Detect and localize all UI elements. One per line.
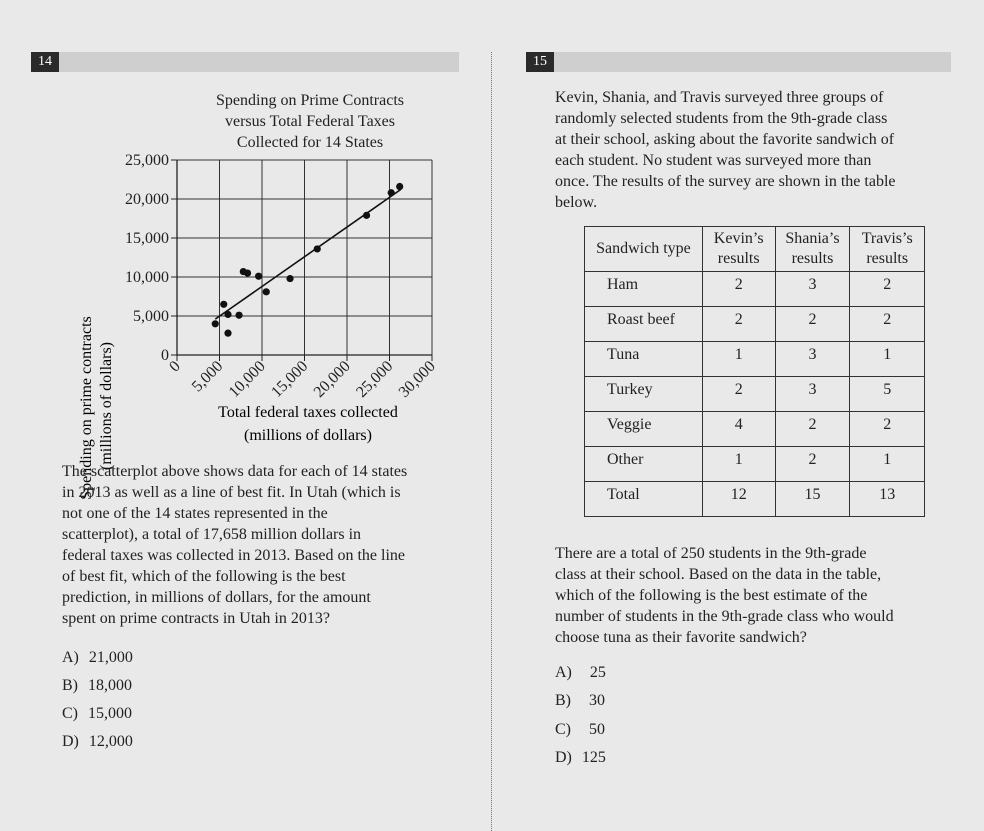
q15-choice-a[interactable] xyxy=(555,662,606,683)
row-label: Turkey xyxy=(585,377,703,412)
passage-line: of best fit, which of the following is the best xyxy=(62,568,346,585)
choice-letter: A) xyxy=(555,664,572,681)
choice-text: 25 xyxy=(589,664,606,681)
cell: 3 xyxy=(775,342,850,377)
question-line: There are a total of 250 students in the 9th-grade xyxy=(555,545,867,562)
y-tick-label: 5,000 xyxy=(133,308,169,325)
x-tick-label: 25,000 xyxy=(353,357,397,401)
intro-line: randomly selected students from the 9th-grade class xyxy=(555,110,888,127)
q15-header-bar xyxy=(526,52,951,72)
table-row xyxy=(585,377,925,412)
survey-table xyxy=(584,226,925,517)
y-tick-label: 25,000 xyxy=(125,152,169,169)
header-line: results xyxy=(717,250,760,267)
header-sandwich-type: Sandwich type xyxy=(585,227,703,272)
q14-choice-c[interactable] xyxy=(62,703,132,724)
table-row xyxy=(585,307,925,342)
x-tick-label: 20,000 xyxy=(310,357,354,401)
header-shania xyxy=(775,227,850,272)
cell: 2 xyxy=(775,307,850,342)
data-point xyxy=(220,301,227,308)
table-row-total xyxy=(585,482,925,517)
q15-choice-b[interactable] xyxy=(555,690,605,711)
data-point xyxy=(235,312,242,319)
row-label: Roast beef xyxy=(585,307,703,342)
cell: 2 xyxy=(702,307,775,342)
passage-line: The scatterplot above shows data for each of 14 states xyxy=(62,463,408,480)
best-fit-line xyxy=(215,190,400,319)
data-point xyxy=(363,212,370,219)
y-tick-label: 10,000 xyxy=(125,269,169,286)
question-line: which of the following is the best estimate of the xyxy=(555,587,868,604)
table-header-row xyxy=(585,227,925,272)
cell: 2 xyxy=(850,307,925,342)
passage-line: not one of the 14 states represented in the xyxy=(62,505,328,522)
intro-line: Kevin, Shania, and Travis surveyed three groups of xyxy=(555,89,884,106)
column-divider xyxy=(491,52,492,831)
row-label: Ham xyxy=(585,272,703,307)
cell: 13 xyxy=(850,482,925,517)
table-row xyxy=(585,412,925,447)
data-points xyxy=(212,183,404,337)
x-tick-label: 0 xyxy=(166,357,184,376)
x-axis-label-line2: (millions of dollars) xyxy=(244,427,372,444)
chart-title-line: versus Total Federal Taxes xyxy=(224,113,395,130)
intro-line: once. The results of the survey are shown in the table xyxy=(555,173,896,190)
y-axis-label-line1: Spending on prime contracts xyxy=(78,316,95,500)
passage-line: federal taxes was collected in 2013. Based on the line xyxy=(62,547,405,564)
choice-letter: A) xyxy=(62,649,79,666)
data-point xyxy=(263,288,270,295)
cell: 1 xyxy=(702,447,775,482)
q14-choice-b[interactable] xyxy=(62,675,132,696)
question-line: class at their school. Based on the data in the table, xyxy=(555,566,882,583)
intro-line: each student. No student was surveyed more than xyxy=(555,152,872,169)
data-point xyxy=(286,275,293,282)
header-kevin xyxy=(702,227,775,272)
header-line: Kevin’s xyxy=(713,230,764,247)
data-point xyxy=(244,270,251,277)
q15-intro xyxy=(555,87,965,213)
intro-line: below. xyxy=(555,194,598,211)
q15-choice-d[interactable] xyxy=(555,747,606,768)
cell: 2 xyxy=(850,412,925,447)
cell: 12 xyxy=(702,482,775,517)
cell: 2 xyxy=(775,447,850,482)
x-tick-label: 10,000 xyxy=(225,357,269,401)
choice-text: 15,000 xyxy=(88,705,132,722)
q14-choice-a[interactable] xyxy=(62,647,133,668)
table-row xyxy=(585,272,925,307)
cell: 2 xyxy=(702,377,775,412)
chart-title-line: Spending on Prime Contracts xyxy=(216,92,404,109)
q14-choice-d[interactable] xyxy=(62,731,133,752)
cell: 2 xyxy=(702,272,775,307)
choice-text: 12,000 xyxy=(88,733,133,750)
cell: 4 xyxy=(702,412,775,447)
q14-passage xyxy=(62,461,482,629)
cell: 15 xyxy=(775,482,850,517)
table-row xyxy=(585,447,925,482)
header-travis xyxy=(850,227,925,272)
y-axis-label-line2: (millions of dollars) xyxy=(98,342,115,470)
y-tick-label: 15,000 xyxy=(125,230,169,247)
data-point xyxy=(212,320,219,327)
passage-line: in 2013 as well as a line of best fit. In Utah (which is xyxy=(62,484,401,501)
cell: 5 xyxy=(850,377,925,412)
y-tick-label: 20,000 xyxy=(125,191,169,208)
x-axis-label-line1: Total federal taxes collected xyxy=(218,404,398,421)
q15-question xyxy=(555,543,965,648)
choice-letter: B) xyxy=(62,677,78,694)
q15-number: 15 xyxy=(526,52,554,72)
choice-text: 18,000 xyxy=(88,677,132,694)
choice-letter: C) xyxy=(62,705,78,722)
table-row xyxy=(585,342,925,377)
cell: 1 xyxy=(850,342,925,377)
cell: 1 xyxy=(850,447,925,482)
data-point xyxy=(396,183,403,190)
question-line: choose tuna as their favorite sandwich? xyxy=(555,629,807,646)
header-line: Travis’s xyxy=(861,230,913,247)
x-tick-label: 5,000 xyxy=(188,357,227,396)
cell: 2 xyxy=(850,272,925,307)
x-tick-label: 15,000 xyxy=(268,357,312,401)
choice-text: 21,000 xyxy=(88,649,133,666)
cell: 3 xyxy=(775,272,850,307)
q14-number: 14 xyxy=(31,52,59,72)
best-fit-line-group xyxy=(215,190,400,319)
passage-line: scatterplot), a total of 17,658 million dollars in xyxy=(62,526,362,543)
choice-letter: D) xyxy=(555,749,572,766)
data-point xyxy=(314,245,321,252)
choice-letter: C) xyxy=(555,721,571,738)
y-tick-label: 0 xyxy=(161,347,169,364)
passage-line: prediction, in millions of dollars, for the amount xyxy=(62,589,371,606)
row-label: Other xyxy=(585,447,703,482)
intro-line: at their school, asking about the favorite sandwich of xyxy=(555,131,895,148)
cell: 2 xyxy=(775,412,850,447)
choice-text: 30 xyxy=(589,692,605,709)
data-point xyxy=(388,189,395,196)
header-line: results xyxy=(866,250,909,267)
choice-text: 50 xyxy=(589,721,605,738)
choice-text: 125 xyxy=(581,749,606,766)
choice-letter: B) xyxy=(555,692,571,709)
row-label: Tuna xyxy=(585,342,703,377)
data-point xyxy=(224,311,231,318)
row-label: Veggie xyxy=(585,412,703,447)
passage-line: spent on prime contracts in Utah in 2013? xyxy=(62,610,330,627)
cell: 3 xyxy=(775,377,850,412)
q15-choice-c[interactable] xyxy=(555,719,605,740)
data-point xyxy=(224,330,231,337)
q14-header-bar xyxy=(31,52,459,72)
data-point xyxy=(255,273,262,280)
chart-title xyxy=(160,90,460,153)
cell: 1 xyxy=(702,342,775,377)
choice-letter: D) xyxy=(62,733,79,750)
header-line: results xyxy=(791,250,834,267)
header-line: Shania’s xyxy=(785,230,840,247)
row-label: Total xyxy=(585,482,703,517)
question-line: number of students in the 9th-grade class who would xyxy=(555,608,894,625)
chart-title-line: Collected for 14 States xyxy=(236,134,384,151)
x-tick-label: 30,000 xyxy=(395,357,439,401)
